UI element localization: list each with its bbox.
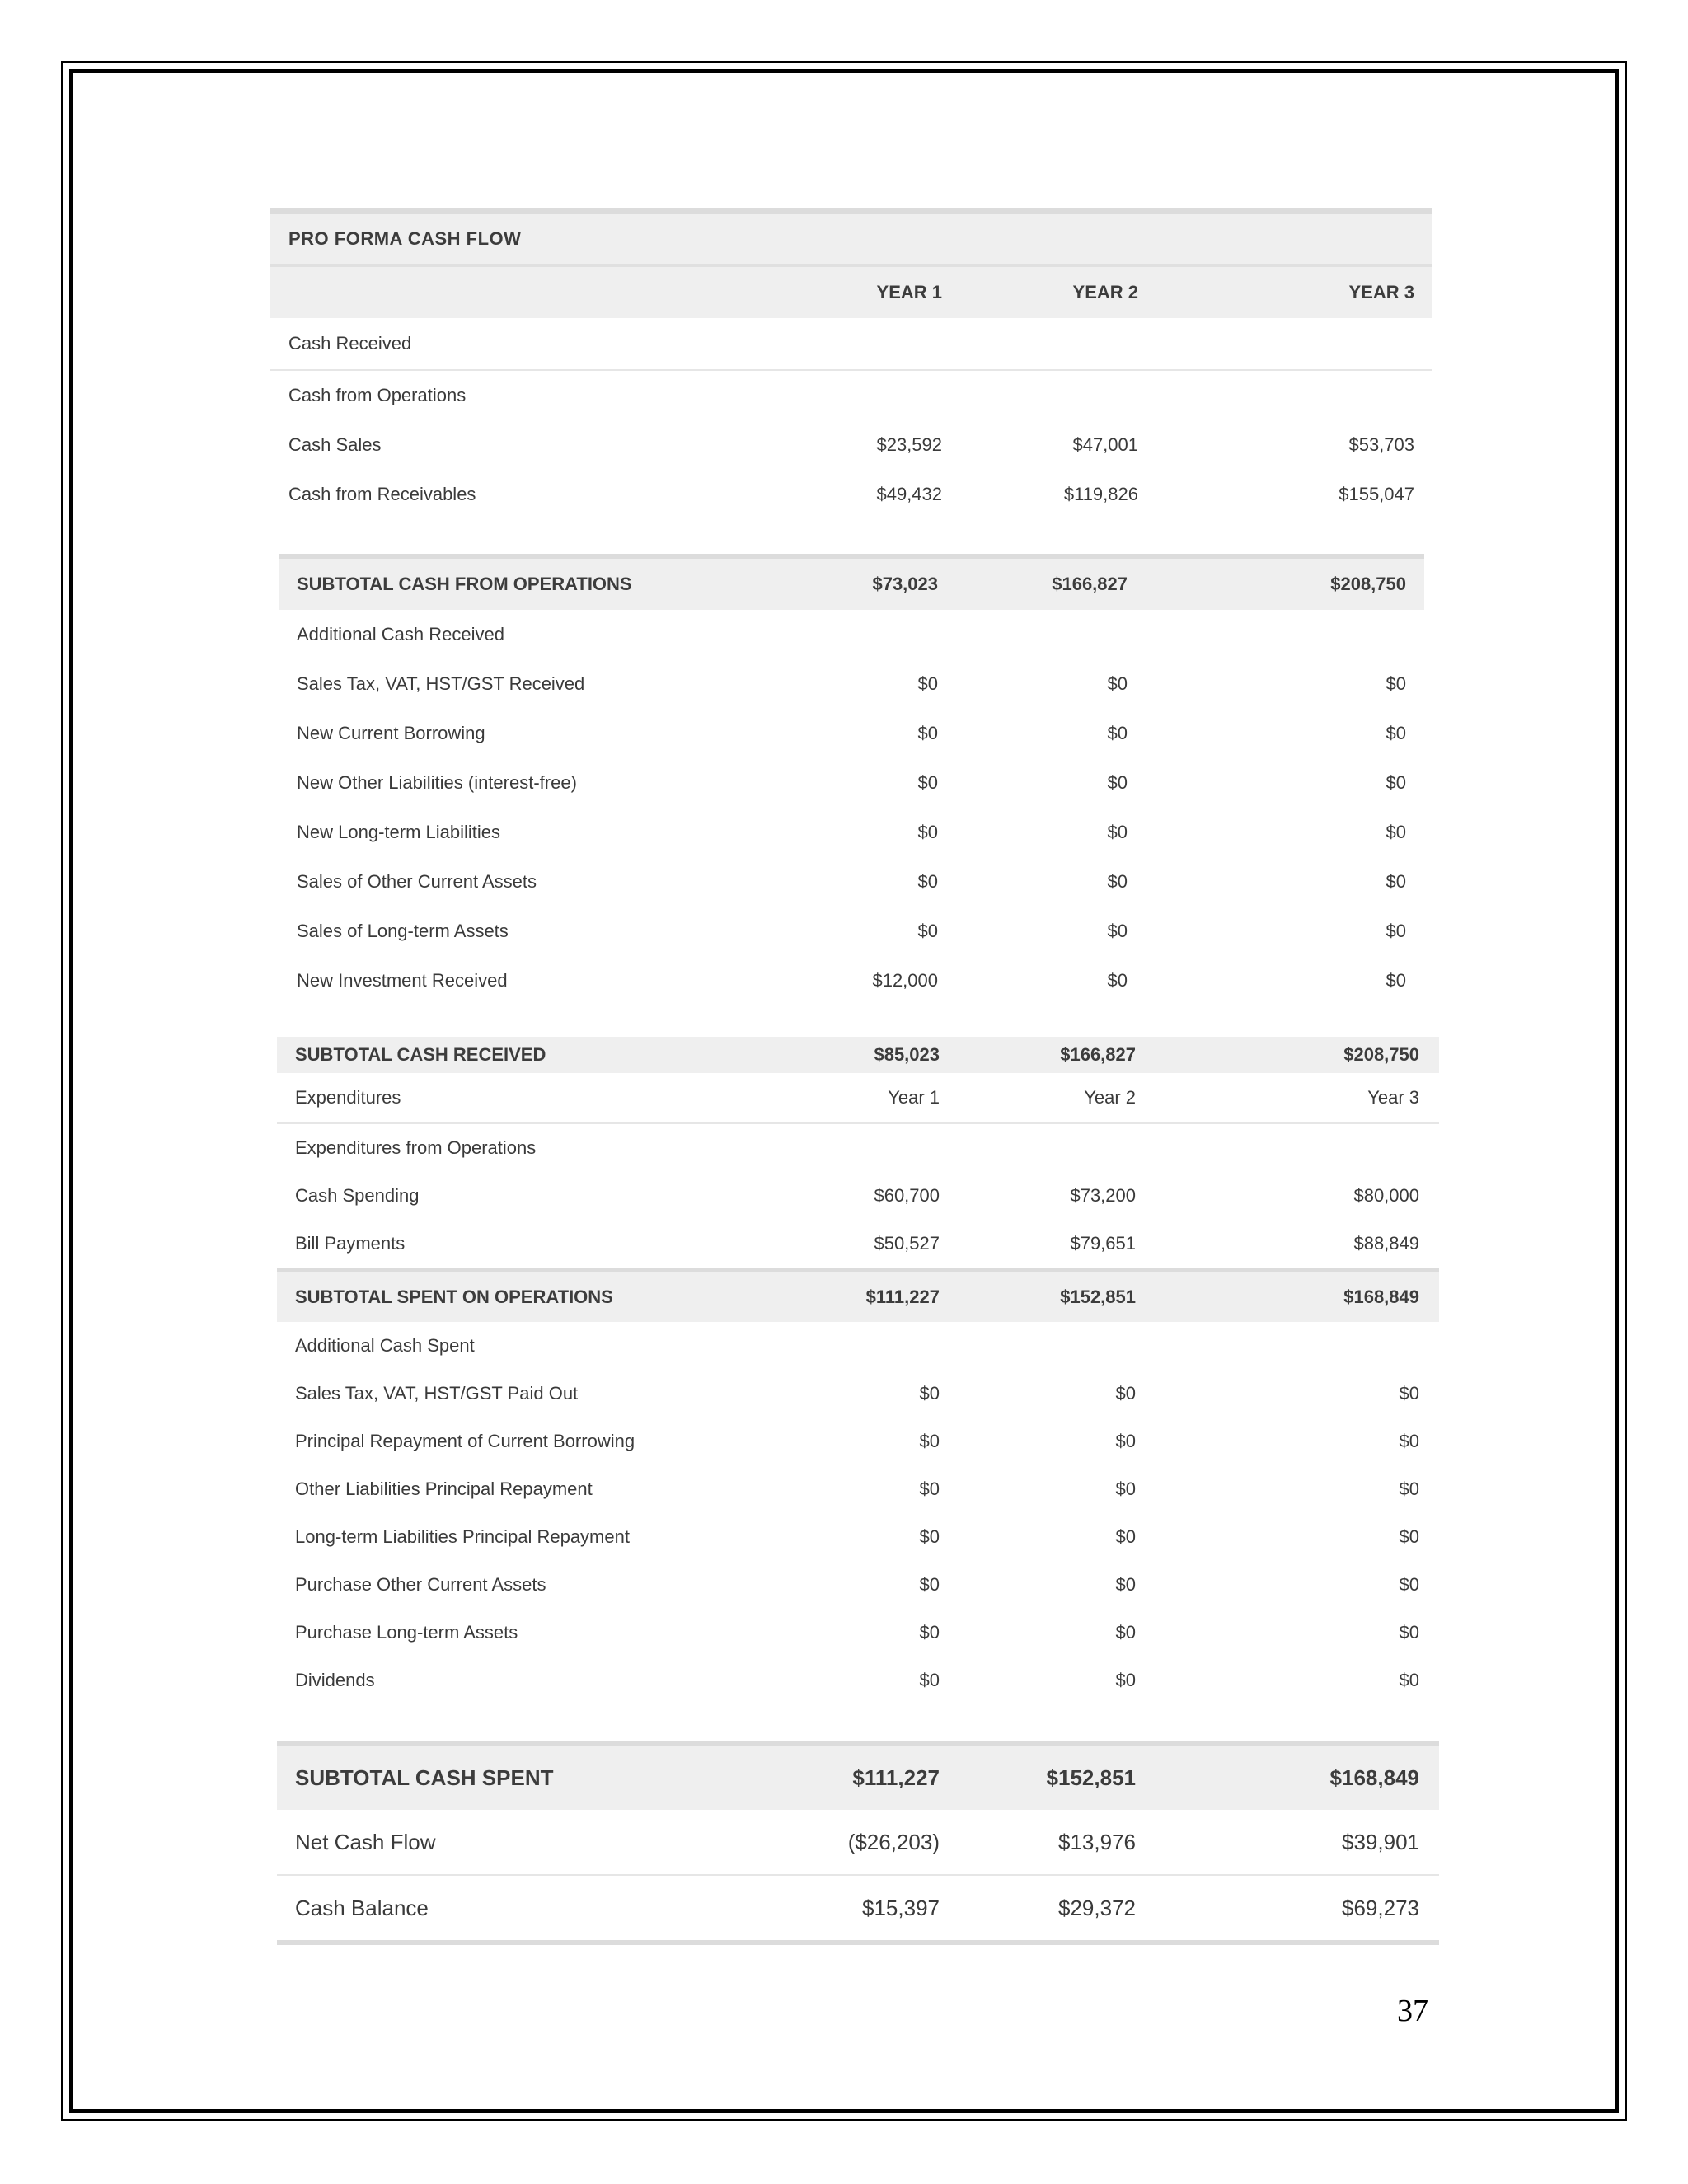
row-label: SUBTOTAL CASH FROM OPERATIONS [297,574,632,594]
table-header-row [270,267,1432,318]
cell-year-2: $152,851 [1060,1286,1136,1307]
cell-year-2: $73,200 [1070,1185,1136,1206]
cell-year-2: $0 [1115,1479,1136,1499]
row-label: Cash Received [288,333,412,354]
cell-year-2: $152,851 [1046,1765,1136,1790]
row-label: Cash Spending [295,1185,420,1206]
table-row [270,318,1432,371]
cell-year-2: YEAR 2 [1072,282,1138,302]
subtotal-row [279,554,1424,610]
table-row [277,1322,1439,1370]
row-label: Long-term Liabilities Principal Repayment [295,1526,630,1547]
cell-year-3: $0 [1399,1431,1419,1451]
cell-year-1: $0 [919,1670,940,1690]
cell-year-2: $0 [1107,723,1128,743]
row-label: Cash from Receivables [288,484,476,504]
table-row [279,659,1424,709]
cell-year-1: $0 [917,723,938,743]
cell-year-1: $0 [919,1622,940,1643]
cell-year-1: $15,397 [862,1896,940,1920]
cell-year-1: $0 [919,1431,940,1451]
row-label: New Investment Received [297,970,508,991]
row-label: Expenditures from Operations [295,1137,537,1158]
table-row [277,1418,1439,1465]
table-row [279,610,1424,659]
row-label: Sales of Long-term Assets [297,921,509,941]
cell-year-2: $13,976 [1058,1830,1136,1854]
cell-year-1: $23,592 [876,434,942,455]
row-label: Sales of Other Current Assets [297,871,537,892]
cell-year-3: $155,047 [1339,484,1414,504]
row-label: Purchase Other Current Assets [295,1574,546,1595]
cell-year-2: $0 [1107,772,1128,793]
cell-year-3: $208,750 [1330,574,1406,594]
cell-year-3: $0 [1399,1574,1419,1595]
table-row [277,1172,1439,1220]
table-row [277,1561,1439,1609]
table-row [277,1657,1439,1704]
cell-year-1: $0 [917,772,938,793]
cell-year-1: $0 [917,871,938,892]
cell-year-3: Year 3 [1367,1087,1419,1108]
cell-year-1: ($26,203) [847,1830,940,1854]
table-row [277,1220,1439,1268]
row-label: SUBTOTAL CASH RECEIVED [295,1044,546,1065]
table-row [277,1370,1439,1418]
cell-year-1: $0 [919,1479,940,1499]
table-row [270,470,1432,519]
cell-year-3: $69,273 [1342,1896,1419,1920]
table-row [277,1609,1439,1657]
cell-year-3: $0 [1399,1383,1419,1404]
table-row [270,420,1432,470]
cell-year-1: YEAR 1 [876,282,942,302]
cash-balance-row [277,1876,1439,1945]
row-label: Bill Payments [295,1233,406,1254]
row-label: Expenditures [295,1087,401,1108]
cell-year-1: $73,023 [872,574,938,594]
row-label: New Current Borrowing [297,723,485,743]
cell-year-1: $49,432 [876,484,942,504]
cell-year-3: $0 [1386,822,1406,842]
net-cash-flow-row [277,1810,1439,1876]
cell-year-3: $0 [1386,723,1406,743]
page-number: 37 [1397,1994,1428,2028]
cell-year-3: $168,849 [1329,1765,1419,1790]
row-label: Additional Cash Received [297,624,504,644]
table-row [270,371,1432,420]
subtotal-cash-spent-row [277,1741,1439,1810]
cell-year-2: $166,827 [1052,574,1128,594]
cell-year-2: $0 [1115,1383,1136,1404]
cell-year-2: $0 [1115,1670,1136,1690]
cell-year-3: $80,000 [1353,1185,1419,1206]
table-row [277,1465,1439,1513]
cell-year-3: $168,849 [1343,1286,1419,1307]
cell-year-2: $29,372 [1058,1896,1136,1920]
row-label: Additional Cash Spent [295,1335,475,1356]
table-row [279,709,1424,758]
cell-year-3: $0 [1399,1479,1419,1499]
cell-year-2: $0 [1107,921,1128,941]
cell-year-3: $0 [1386,871,1406,892]
row-label: New Long-term Liabilities [297,822,500,842]
table-row [279,857,1424,907]
row-label: Purchase Long-term Assets [295,1622,518,1643]
cell-year-1: $0 [917,822,938,842]
cell-year-3: $0 [1399,1670,1419,1690]
cell-year-2: $0 [1115,1574,1136,1595]
cell-year-3: $208,750 [1343,1044,1419,1065]
cell-year-3: $53,703 [1348,434,1414,455]
table-row [279,808,1424,857]
cell-year-2: $0 [1115,1526,1136,1547]
cell-year-3: $0 [1386,673,1406,694]
row-label: Net Cash Flow [295,1830,436,1854]
cell-year-3: $0 [1386,970,1406,991]
cell-year-1: $0 [919,1574,940,1595]
cell-year-3: $0 [1386,921,1406,941]
row-label: SUBTOTAL SPENT ON OPERATIONS [295,1286,613,1307]
cell-year-2: $0 [1107,673,1128,694]
row-label: Cash Sales [288,434,382,455]
cell-year-3: $0 [1399,1622,1419,1643]
cell-year-2: Year 2 [1084,1087,1136,1108]
cell-year-2: $0 [1107,970,1128,991]
table-row [279,758,1424,808]
row-label: Sales Tax, VAT, HST/GST Received [297,673,585,694]
table-row [277,1124,1439,1172]
cell-year-1: $50,527 [874,1233,940,1254]
cell-year-2: $47,001 [1072,434,1138,455]
cell-year-1: $0 [919,1526,940,1547]
table-row [279,907,1424,956]
cell-year-2: $79,651 [1070,1233,1136,1254]
table-row [279,956,1424,1005]
cell-year-1: $0 [919,1383,940,1404]
cell-year-1: $0 [917,921,938,941]
cell-year-1: $0 [917,673,938,694]
cell-year-3: $0 [1399,1526,1419,1547]
cell-year-1: $111,227 [852,1765,940,1790]
subtotal-row [277,1037,1439,1073]
cell-year-1: $12,000 [872,970,938,991]
cell-year-1: $111,227 [865,1286,940,1307]
cell-year-2: $0 [1115,1622,1136,1643]
row-label: Other Liabilities Principal Repayment [295,1479,593,1499]
cell-year-1: $85,023 [874,1044,940,1065]
row-label: New Other Liabilities (interest-free) [297,772,577,793]
row-label: Cash Balance [295,1896,429,1920]
cell-year-1: $60,700 [874,1185,940,1206]
row-label: Dividends [295,1670,375,1690]
row-label: Principal Repayment of Current Borrowing [295,1431,635,1451]
cell-year-3: $0 [1386,772,1406,793]
cell-year-3: YEAR 3 [1348,282,1414,302]
cell-year-3: $88,849 [1353,1233,1419,1254]
table-title: PRO FORMA CASH FLOW [270,208,1432,267]
row-label: Cash from Operations [288,385,467,405]
cell-year-2: $0 [1115,1431,1136,1451]
cell-year-1: Year 1 [888,1087,940,1108]
table-row [277,1513,1439,1561]
table-row [277,1073,1439,1124]
cell-year-2: $119,826 [1063,484,1138,504]
cell-year-2: $166,827 [1060,1044,1136,1065]
cell-year-2: $0 [1107,822,1128,842]
row-label: Sales Tax, VAT, HST/GST Paid Out [295,1383,579,1404]
row-label: SUBTOTAL CASH SPENT [295,1765,554,1790]
cell-year-2: $0 [1107,871,1128,892]
cell-year-3: $39,901 [1342,1830,1419,1854]
subtotal-row [277,1268,1439,1322]
